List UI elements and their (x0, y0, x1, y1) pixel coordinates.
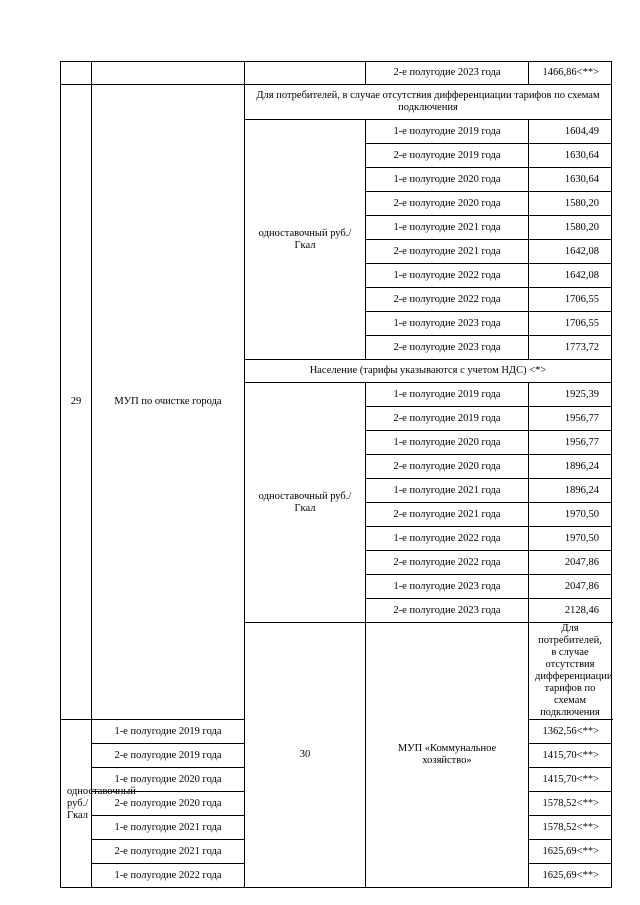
period-cell: 2-е полугодие 2020 года (92, 792, 245, 816)
value-cell: 1625,69<**> (529, 864, 612, 888)
value-cell: 1466,86<**> (529, 62, 612, 85)
table-row (61, 62, 612, 85)
number-cell: 29 (61, 85, 92, 720)
value-cell: 1580,20 (529, 216, 612, 240)
value-cell: 1970,50 (529, 503, 612, 527)
value-cell: 1362,56<**> (529, 720, 612, 744)
value-cell: 1580,20 (529, 192, 612, 216)
value-cell: 1706,55 (529, 288, 612, 312)
value-cell: 2047,86 (529, 575, 612, 599)
value-cell: 1896,24 (529, 455, 612, 479)
period-cell: 1-е полугодие 2023 года (366, 575, 529, 599)
period-cell: 2-е полугодие 2021 года (366, 503, 529, 527)
value-cell: 1625,69<**> (529, 840, 612, 864)
period-cell: 1-е полугодие 2019 года (366, 120, 529, 144)
value-cell: 2128,46 (529, 599, 612, 623)
period-cell: 1-е полугодие 2020 года (366, 431, 529, 455)
period-cell: 2-е полугодие 2022 года (366, 551, 529, 575)
value-cell: 1706,55 (529, 312, 612, 336)
period-cell: 1-е полугодие 2022 года (366, 264, 529, 288)
period-cell: 1-е полугодие 2022 года (92, 864, 245, 888)
section-header: Для потребителей, в случае отсутствия дифференциации тарифов по схемам подключения (245, 85, 612, 120)
period-cell: 1-е полугодие 2021 года (92, 816, 245, 840)
organization-cell: МУП по очистке города (92, 85, 245, 720)
period-cell: 1-е полугодие 2020 года (366, 168, 529, 192)
value-cell: 1415,70<**> (529, 768, 612, 792)
table-row (61, 85, 612, 120)
period-cell: 2-е полугодие 2023 года (366, 62, 529, 85)
tariff-table (60, 61, 612, 888)
period-cell: 2-е полугодие 2020 года (366, 455, 529, 479)
value-cell: 1578,52<**> (529, 816, 612, 840)
value-cell: 1970,50 (529, 527, 612, 551)
organization-cell (92, 62, 245, 85)
value-cell: 1642,08 (529, 264, 612, 288)
period-cell: 2-е полугодие 2019 года (92, 744, 245, 768)
value-cell: 1773,72 (529, 336, 612, 360)
period-cell: 2-е полугодие 2019 года (366, 144, 529, 168)
period-cell: 1-е полугодие 2019 года (92, 720, 245, 744)
value-cell: 1956,77 (529, 431, 612, 455)
period-cell: 1-е полугодие 2020 года (92, 768, 245, 792)
number-cell: 30 (245, 623, 366, 888)
value-cell: 1956,77 (529, 407, 612, 431)
unit-cell (245, 62, 366, 85)
value-cell: 1604,49 (529, 120, 612, 144)
period-cell: 2-е полугодие 2022 года (366, 288, 529, 312)
value-cell: 1578,52<**> (529, 792, 612, 816)
number-cell (61, 62, 92, 85)
organization-cell: МУП «Коммунальное хозяйство» (366, 623, 529, 888)
unit-cell: одноставочный руб./Гкал (61, 720, 92, 888)
period-cell: 2-е полугодие 2020 года (366, 192, 529, 216)
period-cell: 2-е полугодие 2021 года (92, 840, 245, 864)
value-cell: 1925,39 (529, 383, 612, 407)
value-cell: 1630,64 (529, 168, 612, 192)
period-cell: 1-е полугодие 2021 года (366, 479, 529, 503)
value-cell: 1642,08 (529, 240, 612, 264)
period-cell: 2-е полугодие 2019 года (366, 407, 529, 431)
unit-cell: одноставочный руб./Гкал (245, 383, 366, 623)
section-header: Для потребителей, в случае отсутствия дифференциации тарифов по схемам подключения (529, 623, 612, 720)
period-cell: 1-е полугодие 2021 года (366, 216, 529, 240)
unit-cell: одноставочный руб./Гкал (245, 120, 366, 360)
period-cell: 1-е полугодие 2019 года (366, 383, 529, 407)
period-cell: 2-е полугодие 2021 года (366, 240, 529, 264)
section-header: Население (тарифы указываются с учетом НДС) <*> (245, 360, 612, 383)
period-cell: 2-е полугодие 2023 года (366, 599, 529, 623)
value-cell: 1896,24 (529, 479, 612, 503)
period-cell: 1-е полугодие 2023 года (366, 312, 529, 336)
value-cell: 1415,70<**> (529, 744, 612, 768)
period-cell: 2-е полугодие 2023 года (366, 336, 529, 360)
period-cell: 1-е полугодие 2022 года (366, 527, 529, 551)
value-cell: 1630,64 (529, 144, 612, 168)
value-cell: 2047,86 (529, 551, 612, 575)
